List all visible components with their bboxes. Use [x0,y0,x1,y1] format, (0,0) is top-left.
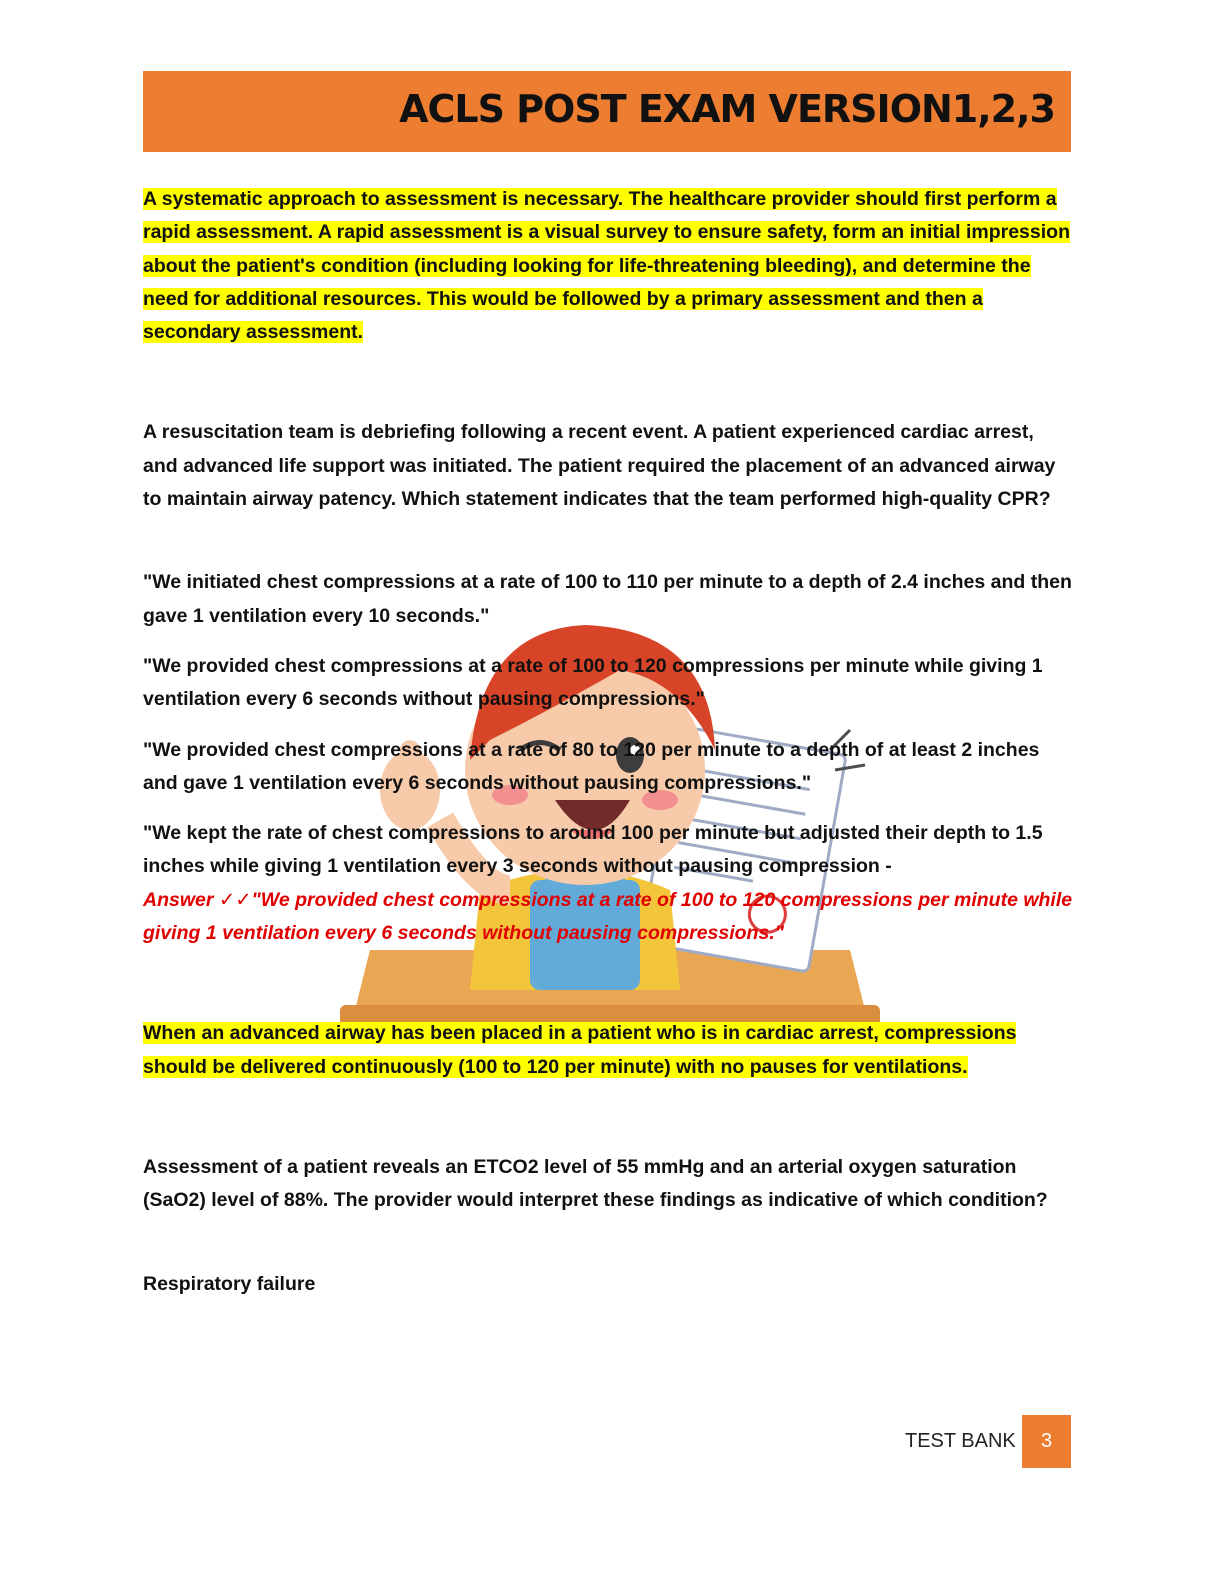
question-text-2: Assessment of a patient reveals an ETCO2 level of 55 mmHg and an arterial oxygen saturation (SaO2) level of 88%. The provider would interpret these findings as indicative of which condition? [143,1155,1048,1212]
highlighted-rationale-2: When an advanced airway has been placed in a patient who is in cardiac arrest, compressions should be delivered continuously (100 to 120 per minute) with no pauses for ventilations. [143,1022,1017,1078]
rationale-paragraph [143,183,1073,349]
answer-text: Answer ✓✓"We provided chest compressions at a rate of 100 to 120 compressions per minute while giving 1 ventilation every 6 seconds without pausing compressions." [143,888,1073,945]
option-4 [143,817,1073,950]
option-3: "We provided chest compressions at a rate of 80 to 120 per minute to a depth of at least 2 inches and gave 1 ventilation every 6 seconds without pausing compressions." [143,738,1040,794]
main-content [143,183,1073,1301]
rationale-paragraph-2 [143,1017,1073,1084]
question-text: A resuscitation team is debriefing following a recent event. A patient experienced cardiac arrest, and advanced life support was initiated. The patient required the placement of an advanced airway to maintain airway patency. Which statement indicates that the team performed high-quality CPR? [143,421,1056,511]
header-bar [143,71,1071,152]
highlighted-rationale: A systematic approach to assessment is necessary. The healthcare provider should first perform a rapid assessment. A rapid assessment is a visual survey to ensure safety, form an initial impression about the patient's condition (including looking for life-threatening bleeding), and determine the need for additional resources. This would be followed by a primary assessment and then a secondary assessment. [143,188,1070,344]
option-4-text: "We kept the rate of chest compressions to around 100 per minute but adjusted their depth to 1.5 inches while giving 1 ventilation every 3 seconds without pausing compression - [143,822,1043,878]
option-2: "We provided chest compressions at a rate of 100 to 120 compressions per minute while giving 1 ventilation every 6 seconds without pausing compressions." [143,654,1043,711]
answer-text-2: Respiratory failure [143,1272,316,1295]
page-title: ACLS POST EXAM VERSION1,2,3 [399,87,1055,131]
page-number: 3 [1022,1415,1071,1468]
option-1: "We initiated chest compressions at a rate of 100 to 110 per minute to a depth of 2.4 inches and then gave 1 ventilation every 10 seconds." [143,571,1072,627]
footer-label: TEST BANK [905,1430,1016,1452]
